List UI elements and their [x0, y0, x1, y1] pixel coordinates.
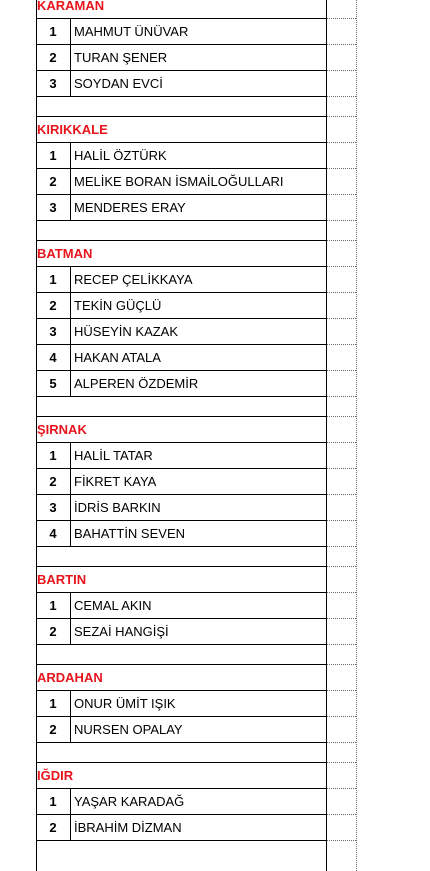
member-row[interactable]	[36, 266, 357, 292]
member-row[interactable]	[36, 468, 357, 494]
region-name: KARAMAN	[37, 0, 105, 13]
region-name: KIRIKKALE	[37, 121, 108, 137]
row-number: 4	[36, 344, 71, 370]
row-number: 1	[36, 442, 71, 468]
region-header-row[interactable]	[36, 0, 357, 18]
member-name: YAŞAR KARADAĞ	[74, 793, 185, 809]
row-number: 3	[36, 318, 71, 344]
member-name: CEMAL AKIN	[74, 597, 152, 613]
row-number: 4	[36, 520, 71, 546]
region-name: ARDAHAN	[37, 669, 103, 685]
member-row[interactable]	[36, 194, 357, 220]
row-number: 1	[36, 142, 71, 168]
member-name: BAHATTİN SEVEN	[74, 525, 186, 541]
member-name: HALİL TATAR	[74, 447, 153, 463]
empty-row[interactable]	[36, 396, 357, 416]
row-number: 3	[36, 70, 71, 96]
member-row[interactable]	[36, 788, 357, 814]
row-number: 2	[36, 44, 71, 70]
member-row[interactable]	[36, 292, 357, 318]
member-row[interactable]	[36, 142, 357, 168]
member-row[interactable]	[36, 592, 357, 618]
member-row[interactable]	[36, 716, 357, 742]
region-name: BARTIN	[37, 571, 87, 587]
grid-line	[36, 840, 326, 841]
region-header-row[interactable]	[36, 566, 357, 592]
row-number: 2	[36, 468, 71, 494]
member-row[interactable]	[36, 318, 357, 344]
member-name: İDRİS BARKIN	[74, 499, 161, 515]
row-number: 2	[36, 716, 71, 742]
member-row[interactable]	[36, 18, 357, 44]
region-header-row[interactable]	[36, 664, 357, 690]
member-name: SEZAİ HANGİŞİ	[74, 623, 169, 639]
member-row[interactable]	[36, 442, 357, 468]
region-name: BATMAN	[37, 245, 93, 261]
member-row[interactable]	[36, 344, 357, 370]
row-number: 3	[36, 494, 71, 520]
row-number: 1	[36, 266, 71, 292]
row-number: 2	[36, 814, 71, 840]
empty-row[interactable]	[36, 220, 357, 240]
member-name: FİKRET KAYA	[74, 473, 157, 489]
member-row[interactable]	[36, 814, 357, 840]
member-row[interactable]	[36, 690, 357, 716]
region-header-row[interactable]	[36, 116, 357, 142]
member-row[interactable]	[36, 520, 357, 546]
empty-row[interactable]	[36, 546, 357, 566]
member-name: TURAN ŞENER	[74, 49, 168, 65]
region-header-row[interactable]	[36, 240, 357, 266]
region-header-row[interactable]	[36, 762, 357, 788]
row-number: 5	[36, 370, 71, 396]
member-name: SOYDAN EVCİ	[74, 75, 163, 91]
region-name: IĞDIR	[37, 767, 74, 783]
member-name: HAKAN ATALA	[74, 349, 161, 365]
row-number: 1	[36, 788, 71, 814]
member-name: HALİL ÖZTÜRK	[74, 147, 167, 163]
member-row[interactable]	[36, 70, 357, 96]
member-name: RECEP ÇELİKKAYA	[74, 271, 193, 287]
member-name: MENDERES ERAY	[74, 199, 186, 215]
member-row[interactable]	[36, 370, 357, 396]
row-number: 1	[36, 18, 71, 44]
row-number: 2	[36, 292, 71, 318]
member-name: İBRAHİM DİZMAN	[74, 819, 182, 835]
member-row[interactable]	[36, 618, 357, 644]
member-name: ALPEREN ÖZDEMİR	[74, 375, 199, 391]
member-name: ONUR ÜMİT IŞIK	[74, 695, 176, 711]
row-number: 1	[36, 592, 71, 618]
member-row[interactable]	[36, 44, 357, 70]
member-name: MAHMUT ÜNÜVAR	[74, 23, 189, 39]
member-row[interactable]	[36, 494, 357, 520]
member-row[interactable]	[36, 168, 357, 194]
row-number: 1	[36, 690, 71, 716]
row-number: 2	[36, 168, 71, 194]
dotted-grid-line	[327, 840, 356, 841]
row-number: 2	[36, 618, 71, 644]
region-header-row[interactable]	[36, 416, 357, 442]
member-name: HÜSEYİN KAZAK	[74, 323, 179, 339]
member-name: MELİKE BORAN İSMAİLOĞULLARI	[74, 173, 284, 189]
empty-row[interactable]	[36, 96, 357, 116]
empty-row[interactable]	[36, 742, 357, 762]
empty-row[interactable]	[36, 644, 357, 664]
member-name: NURSEN OPALAY	[74, 721, 183, 737]
region-name: ŞIRNAK	[37, 421, 87, 437]
member-name: TEKİN GÜÇLÜ	[74, 297, 162, 313]
row-number: 3	[36, 194, 71, 220]
